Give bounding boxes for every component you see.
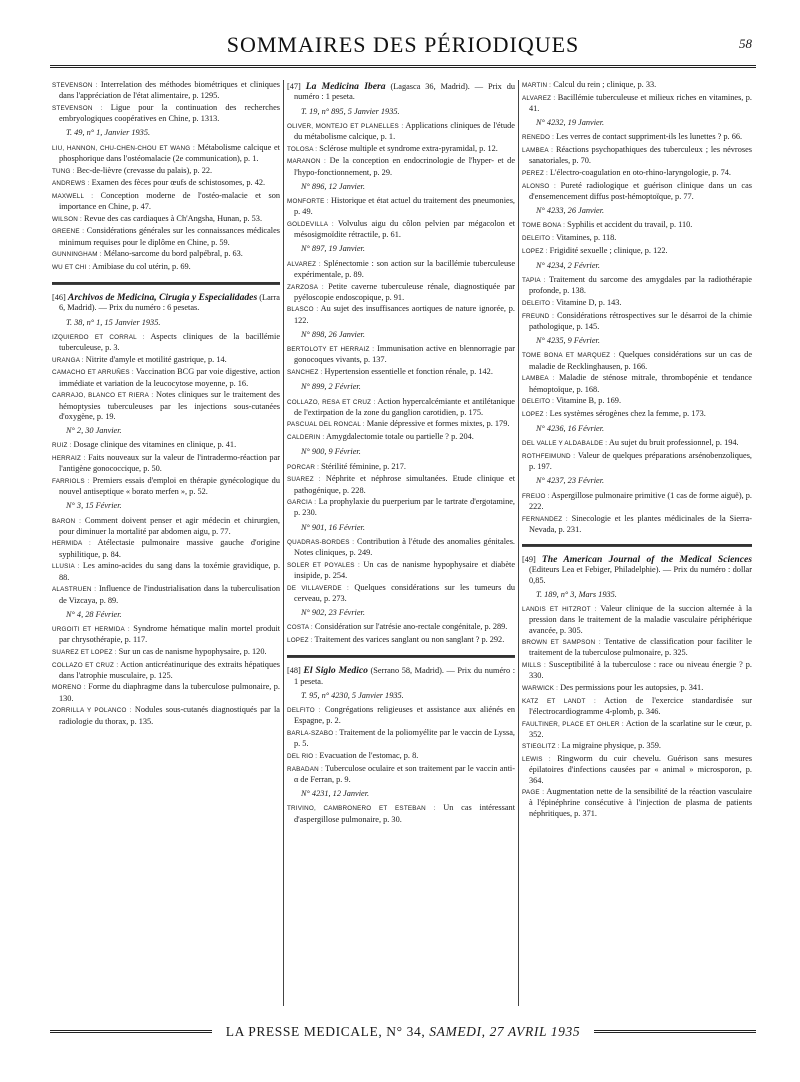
- article-entry: [522, 438, 752, 449]
- article-author: PEREZ :: [522, 169, 548, 177]
- article-author: TOME BONA :: [522, 222, 566, 230]
- article-entry: [522, 396, 752, 407]
- article-title: Considérations rétrospectives sur le désarroi de la chimie pathologique, p. 145.: [529, 310, 752, 331]
- article-entry: [287, 344, 515, 366]
- article-author: FARRIOLS :: [52, 477, 90, 485]
- article-title: Comment doivent penser et agir médecin et chirurgien, pour diminuer la mortalité par abdomen aigu, p. 77.: [59, 515, 280, 536]
- article-title: Les verres de contact suppriment-ils les lunettes ? p. 66.: [556, 132, 743, 142]
- article-title: Traitement du sarcome des amygdales par la radiothérapie profonde, p. 138.: [529, 275, 752, 296]
- article-author: LIU, HANNON, CHU-CHEN-CHOU ET WANG :: [52, 144, 195, 152]
- article-title: Tuberculose oculaire et son traitement par le vaccin anti-α de Ferran, p. 9.: [294, 763, 515, 784]
- issue-heading: N° 898, 26 Janvier.: [301, 329, 365, 339]
- article-title: L'électro-coagulation en oto-rhino-laryngologie, p. 74.: [549, 167, 731, 177]
- article-entry: [287, 497, 515, 519]
- article-author: BROWN ET SAMPSON :: [522, 639, 601, 647]
- article-title: Examen des fèces pour œufs de schistosomes, p. 42.: [91, 178, 266, 188]
- journal-name: La Medicina Ibera: [305, 81, 386, 92]
- article-entry: [287, 705, 515, 727]
- article-title: Susceptibilité à la tuberculose : race ou niveau énergie ? p. 330.: [529, 660, 752, 681]
- article-entry: [522, 604, 752, 636]
- article-entry: [52, 682, 280, 704]
- article-author: TAPIA :: [522, 277, 546, 285]
- article-entry: [287, 196, 515, 218]
- article-entry: [52, 332, 280, 354]
- article-title: Forme du diaphragme dans la tuberculose pulmonaire, p. 130.: [59, 682, 280, 703]
- article-title: Augmentation nette de la sensibilité de la réaction vasculaire à l'épinéphrine consécutive à l'injection de plasma de patients néphritiques, p. 371.: [529, 787, 752, 818]
- article-title: Syndrome hématique malin mortel produit par chrysothérapie, p. 117.: [59, 624, 280, 645]
- article-title: Quelques considérations sur un cas de maladie de Recklinghausen, p. 166.: [529, 350, 752, 371]
- article-entry: [52, 440, 280, 451]
- article-title: Notes cliniques sur le traitement des hémoptysies tuberculeuses par les injections sous-cutanées d'oxygène, p. 19.: [59, 390, 280, 421]
- article-author: TUNG :: [52, 167, 75, 175]
- article-entry: [287, 583, 515, 605]
- article-title: La migraine physique, p. 359.: [561, 741, 661, 751]
- article-author: RENEDO :: [522, 134, 555, 142]
- article-entry: [52, 249, 280, 260]
- article-title: Sinecologie et les plantes médicinales de la Sierra-Nevada, p. 231.: [529, 513, 752, 534]
- article-title: Pureté radiologique et guérison clinique dans un cas d'ensemencement diffus post-hémoptoïque, p. 77.: [529, 180, 752, 201]
- article-author: ZORRILLA Y POLANCO :: [52, 707, 132, 715]
- article-author: FAULTINER, PLACE ET OHLER :: [522, 720, 624, 728]
- article-title: Contribution à l'étude des anomalies génitales. Notes cliniques, p. 249.: [294, 536, 515, 558]
- issue-heading: N° 4234, 2 Février.: [536, 260, 600, 270]
- article-entry: [287, 419, 515, 430]
- article-author: COLLAZO, RESA ET CRUZ :: [287, 398, 376, 406]
- section-divider: [287, 655, 515, 658]
- article-title: Amibiase du col utérin, p. 69.: [92, 261, 191, 271]
- page-number: 58: [739, 36, 752, 51]
- article-entry: [287, 397, 515, 419]
- article-author: FERNANDEZ :: [522, 515, 568, 523]
- article-entry: [287, 751, 515, 762]
- article-title: Nodules sous-cutanés diagnostiqués par la radiologie du thorax, p. 135.: [59, 705, 280, 726]
- footer-rule: [50, 1030, 212, 1034]
- article-title: Action hypercalcémiante et antilétanique de l'extirpation de la zone du ganglion carotidien, p. 175.: [294, 396, 515, 417]
- section-divider: [52, 282, 280, 285]
- article-entry: [52, 262, 280, 273]
- issue-heading: N° 901, 16 Février.: [301, 522, 365, 532]
- article-entry: [522, 145, 752, 167]
- article-entry: [287, 156, 515, 178]
- article-entry: [522, 409, 752, 420]
- article-entry: [287, 728, 515, 750]
- article-title: Evacuation de l'estomac, p. 8.: [319, 750, 419, 760]
- article-title: Maladie de sténose mitrale, thrombopénie et tendance hémoptoïque, p. 168.: [529, 373, 752, 394]
- article-title: Valeur clinique de la succion alternée à la pression dans le traitement de la maladie vasculaire périphérique avancée, p. 305.: [529, 604, 752, 635]
- article-author: URGOITI ET HERMIDA :: [52, 626, 130, 633]
- article-author: GOLDEVILLA :: [287, 220, 334, 228]
- article-entry: [522, 246, 752, 257]
- article-title: Vitamine D, p. 143.: [556, 297, 622, 307]
- footer-rule: [594, 1030, 756, 1034]
- article-author: STEVENSON :: [52, 104, 103, 112]
- article-entry: [52, 476, 280, 498]
- article-author: IZQUIERDO ET CORRAL :: [52, 333, 145, 341]
- article-entry: [522, 275, 752, 297]
- article-entry: [522, 373, 752, 395]
- article-entry: [52, 103, 280, 125]
- journal-name: Archivos de Medicina, Cirugia y Especialidades: [67, 292, 258, 304]
- article-author: MORENO :: [52, 684, 86, 692]
- article-title: Les systèmes sérogènes chez la femme, p. 173.: [549, 408, 706, 418]
- article-title: Splénectomie : son action sur la bacillémie tuberculeuse expérimentale, p. 89.: [294, 258, 515, 279]
- article-author: LAMBEA :: [522, 147, 554, 155]
- article-title: Frigidité sexuelle ; clinique, p. 122.: [549, 245, 668, 255]
- article-title: Immunisation active en blennorragie par gonocoques vivants, p. 137.: [294, 344, 515, 365]
- article-entry: [52, 647, 280, 658]
- article-author: KATZ ET LANDT :: [522, 697, 596, 705]
- article-title: Bec-de-lièvre (crevasse du palais), p. 22.: [76, 165, 213, 175]
- article-entry: [287, 219, 515, 241]
- page-title: SOMMAIRES DES PÉRIODIQUES: [226, 32, 580, 57]
- article-author: CARRAJO, BLANCO ET RIERA :: [52, 392, 154, 400]
- article-title: Tentative de classification pour faciliter le traitement de la tuberculose pulmonaire, p. 325.: [529, 637, 752, 658]
- article-author: SUAREZ ET LOPEZ :: [52, 648, 117, 656]
- article-author: MAXWELL :: [52, 192, 94, 200]
- article-entry: [52, 214, 280, 225]
- article-title: Considération sur l'atrésie ano-rectale congénitale, p. 289.: [314, 622, 508, 632]
- issue-heading: T. 38, n° 1, 15 Janvier 1935.: [66, 317, 161, 327]
- article-entry: [287, 144, 515, 155]
- article-author: LANDIS ET HITZROT :: [522, 606, 597, 614]
- article-author: TRIVINO, CAMBRONERO ET ESTEBAN :: [287, 805, 436, 813]
- article-title: Manie dépressive et formes mixtes, p. 179.: [366, 419, 510, 429]
- footer-text-date: SAMEDI, 27 AVRIL 1935: [429, 1024, 581, 1039]
- article-author: BARON :: [52, 517, 82, 525]
- journal-name: The American Journal of the Medical Sciences: [541, 554, 752, 566]
- issue-heading: N° 897, 19 Janvier.: [301, 244, 365, 254]
- article-title: Conception moderne de l'ostéo-malacie et son importance en Chine, p. 47.: [59, 190, 280, 212]
- article-author: COLLAZO ET CRUZ :: [52, 661, 119, 669]
- article-title: Interrelation des méthodes biométriques et cliniques dans l'appréciation de l'état alimentaire, p. 1295.: [59, 80, 280, 101]
- article-entry: [522, 220, 752, 231]
- article-title: Syphilis et accident du travail, p. 110.: [567, 220, 693, 230]
- article-author: DELEITO :: [522, 398, 555, 406]
- article-entry: [52, 191, 280, 213]
- article-title: Vaccination BCG par voie digestive, action immédiate et variation de la leucocytose moyenne, p. 16.: [59, 367, 280, 388]
- article-author: MILLS :: [522, 662, 546, 670]
- article-title: Applications cliniques de l'étude du métabolisme calcique, p. 1.: [294, 120, 515, 141]
- article-author: MARTIN :: [522, 82, 552, 89]
- article-entry: [52, 143, 280, 165]
- article-entry: [287, 560, 515, 582]
- journal-number: [47]: [287, 82, 301, 91]
- page-footer: [50, 1020, 756, 1044]
- issue-heading: N° 902, 23 Février.: [301, 608, 365, 618]
- article-title: Ringworm du cuir chevelu. Guérison sans mesures épilatoires d'infections causées par « animal » microsporon, p. 364.: [529, 754, 752, 785]
- column-2: [287, 80, 515, 1008]
- article-entry: [522, 741, 752, 752]
- article-title: Influence de l'industrialisation dans la tuberculisation de Vizcaya, p. 89.: [59, 584, 280, 605]
- article-title: Action de l'exercice standardisée sur l'électrocardiogramme 4-plomb, p. 346.: [529, 695, 752, 716]
- article-author: ALVAREZ :: [287, 260, 321, 268]
- journal-heading: [522, 555, 752, 586]
- article-title: Action anticréatinurique des extraits hépatiques dans l'atrophie musculaire, p. 125.: [59, 659, 280, 680]
- article-author: GUNNINGHAM :: [52, 251, 102, 259]
- issue-heading: N° 3, 15 Février.: [66, 501, 122, 511]
- article-author: TOLOSA :: [287, 145, 318, 153]
- article-author: MARANON :: [287, 158, 327, 166]
- article-entry: [522, 451, 752, 473]
- article-title: Métabolisme calcique et phosphorique dans l'ostéomalacie (2e communication), p. 1.: [59, 142, 280, 163]
- article-entry: [52, 80, 280, 102]
- issue-heading: N° 4232, 19 Janvier.: [536, 118, 605, 128]
- article-author: WU ET CHI :: [52, 263, 91, 271]
- article-entry: [52, 355, 280, 366]
- article-title: Les amino-acides du sang dans la toxémie gravidique, p. 88.: [59, 561, 280, 582]
- page-header: [50, 26, 756, 68]
- article-title: Au sujet du bruit professionnel, p. 194.: [608, 438, 739, 448]
- article-entry: [52, 624, 280, 646]
- article-author: ALVAREZ :: [522, 94, 556, 102]
- article-author: DELEITO :: [522, 234, 555, 242]
- column-divider: [283, 80, 284, 1006]
- article-title: La prophylaxie du puerperium par le tartrate d'ergotamine, p. 230.: [294, 497, 515, 518]
- article-entry: [287, 304, 515, 326]
- article-author: OLIVER, MONTEJO ET PLANELLES :: [287, 122, 404, 130]
- article-title: Néphrite et néphrose simultanées. Etude clinique et pathogénique, p. 228.: [294, 474, 515, 495]
- article-entry: [522, 298, 752, 309]
- article-entry: [52, 516, 280, 538]
- article-author: TOME BONA ET MARQUEZ :: [522, 352, 616, 360]
- article-title: Ligue pour la continuation des recherches embryologiques coopératives en Chine, p. 1313.: [59, 102, 280, 124]
- article-title: Action de la scarlatine sur le cœur, p. 352.: [529, 718, 752, 739]
- article-entry: [522, 350, 752, 372]
- article-author: STEVENSON :: [52, 82, 98, 89]
- article-entry: [52, 226, 280, 248]
- article-entry: [522, 181, 752, 203]
- article-author: URANGA :: [52, 356, 84, 364]
- article-entry: [522, 311, 752, 333]
- article-author: PAGE :: [522, 789, 545, 797]
- article-title: Premiers essais d'emploi en thérapie gynécologique du nouvel antiseptique « borato merfen », p. 52.: [59, 475, 280, 497]
- article-title: Nitrite d'amyle et motilité gastrique, p. 14.: [85, 354, 227, 364]
- article-author: FREUND :: [522, 312, 555, 320]
- issue-heading: T. 49, n° 1, Janvier 1935.: [66, 128, 151, 138]
- journal-number: [49]: [522, 555, 536, 565]
- article-author: LOPEZ :: [287, 637, 313, 645]
- article-entry: [287, 764, 515, 786]
- article-entry: [52, 166, 280, 177]
- journal-name: El Siglo Medico: [303, 665, 368, 677]
- article-entry: [52, 538, 280, 560]
- issue-heading: T. 19, n° 895, 5 Janvier 1935.: [301, 106, 400, 116]
- article-title: Quelques considérations sur les tumeurs du cerveau, p. 273.: [294, 582, 515, 603]
- article-title: Considérations générales sur les connaissances médicales minimum requises pour le diplôme en Chine, p. 59.: [59, 226, 280, 247]
- article-author: BLASCO :: [287, 306, 319, 314]
- article-entry: [522, 696, 752, 718]
- article-author: PORCAR :: [287, 463, 320, 471]
- article-entry: [522, 233, 752, 244]
- issue-heading: N° 896, 12 Janvier.: [301, 181, 365, 191]
- article-title: Réactions psychopathiques des tuberculeux ; les névroses sanatoriales, p. 70.: [529, 145, 752, 166]
- article-title: Bacillémie tuberculeuse et milieux riches en vitamines, p. 41.: [529, 92, 752, 113]
- article-author: SANCHEZ :: [287, 369, 323, 377]
- footer-text-main: LA PRESSE MEDICALE, N° 34,: [225, 1024, 430, 1039]
- article-title: Aspergillose pulmonaire primitive (1 cas de forme aiguë), p. 222.: [529, 490, 752, 511]
- article-title: Valeur de quelques préparations arsénobenzoliques, p. 197.: [529, 450, 752, 472]
- article-entry: [522, 683, 752, 694]
- article-entry: [287, 432, 515, 443]
- journal-info: (Editeurs Lea et Febiger, Philadelphie). — Prix du numéro : dollar 0,85.: [529, 565, 752, 585]
- article-entry: [287, 635, 515, 646]
- column-divider: [518, 80, 519, 1006]
- footer-text: [212, 1024, 594, 1040]
- article-title: Vitamines, p. 118.: [556, 232, 617, 242]
- article-author: LEWIS :: [522, 756, 551, 764]
- article-title: Des permissions pour les autopsies, p. 341.: [560, 683, 704, 692]
- article-title: Stérilité féminine, p. 217.: [321, 461, 406, 471]
- issue-heading: T. 189, n° 3, Mars 1935.: [536, 589, 617, 599]
- issue-heading: T. 95, n° 4230, 5 Janvier 1935.: [301, 690, 404, 700]
- article-title: Amygdalectomie totale ou partielle ? p. 204.: [325, 432, 474, 442]
- issue-heading: N° 899, 2 Février.: [301, 382, 361, 392]
- journal-number: [48]: [287, 666, 301, 676]
- article-entry: [52, 453, 280, 475]
- journal-info: (Larra 6, Madrid). — Prix du numéro : 6 pesetas.: [59, 293, 280, 313]
- article-author: MONFORTE :: [287, 198, 329, 206]
- article-author: LOPEZ :: [522, 247, 548, 255]
- article-entry: [287, 537, 515, 559]
- article-entry: [287, 474, 515, 496]
- article-entry: [522, 660, 752, 682]
- article-entry: [522, 514, 752, 536]
- article-author: RABADAN :: [287, 765, 323, 773]
- article-entry: [52, 367, 280, 389]
- article-title: Traitement de la poliomyélite par le vaccin de Lyssa, p. 5.: [294, 727, 515, 749]
- article-entry: [522, 719, 752, 741]
- article-author: PASCUAL DEL RONCAL :: [287, 421, 365, 429]
- journal-info: (Lagasca 36, Madrid). — Prix du numéro : 1 peseta.: [294, 82, 515, 102]
- article-title: Sur un cas de nanisme hypophysaire, p. 120.: [118, 646, 267, 656]
- article-author: CAMACHO ET ARRUÑES :: [52, 369, 134, 377]
- article-author: WILSON :: [52, 215, 82, 223]
- article-author: DE VILLAVERDE :: [287, 584, 350, 592]
- article-entry: [287, 367, 515, 378]
- article-entry: [52, 705, 280, 727]
- journal-heading: [287, 82, 515, 103]
- column-1: [52, 80, 280, 1008]
- article-title: Calcul du rein ; clinique, p. 33.: [553, 80, 657, 89]
- article-author: CALDERIN :: [287, 434, 325, 442]
- article-entry: [287, 282, 515, 304]
- article-title: Dosage clinique des vitamines en clinique, p. 41.: [73, 440, 237, 450]
- article-title: De la conception en endocrinologie de l'hyper- et de l'hypo-fonctionnement, p. 29.: [294, 156, 515, 177]
- issue-heading: N° 2, 30 Janvier.: [66, 426, 122, 436]
- article-author: ROTHFEIMUND :: [522, 452, 576, 460]
- issue-heading: N° 4235, 9 Février.: [536, 336, 600, 346]
- article-author: LOPEZ :: [522, 410, 548, 418]
- issue-heading: N° 4, 28 Février.: [66, 609, 122, 619]
- article-entry: [522, 168, 752, 179]
- journal-info: (Serrano 58, Madrid). — Prix du numéro : 1 peseta.: [294, 666, 515, 686]
- article-author: DEL VALLE Y ALDABALDE :: [522, 440, 608, 448]
- issue-heading: N° 4233, 26 Janvier.: [536, 206, 605, 216]
- article-entry: [287, 121, 515, 143]
- article-title: Congrégations religieuses et assistance aux aliénés en Espagne, p. 2.: [294, 705, 515, 726]
- article-author: DEL RIO :: [287, 752, 318, 760]
- article-title: Au sujet des insuffisances aortiques de nature ignorée, p. 122.: [294, 304, 515, 325]
- article-entry: [522, 80, 752, 91]
- article-title: Petite caverne tuberculeuse rénale, diagnostiquée par pyéloscopie endoscopique, p. 91.: [294, 281, 515, 302]
- article-author: QUADRAS-BORDES :: [287, 538, 355, 546]
- article-title: Hypertension essentielle et fonction rénale, p. 142.: [324, 367, 493, 377]
- issue-heading: N° 900, 9 Février.: [301, 447, 361, 457]
- article-author: ALONSO :: [522, 182, 556, 190]
- article-author: WARWICK :: [522, 685, 559, 692]
- article-author: STIEGLITZ :: [522, 743, 560, 751]
- article-author: BERTOLOTY ET HERRAIZ :: [287, 346, 375, 354]
- article-entry: [52, 584, 280, 606]
- article-author: ZARZOSA :: [287, 283, 324, 291]
- article-title: Un cas de nanisme hypophysaire et diabète insipide, p. 254.: [294, 559, 515, 581]
- article-title: Vitamine B, p. 169.: [556, 396, 622, 406]
- article-entry: [287, 803, 515, 825]
- article-author: RUIZ :: [52, 442, 72, 450]
- journal-heading: [52, 293, 280, 314]
- journal-heading: [287, 666, 515, 687]
- column-3: [522, 80, 752, 1008]
- article-entry: [522, 754, 752, 786]
- article-author: LLUSIA :: [52, 563, 80, 571]
- article-author: BARLA-SZABO :: [287, 729, 338, 737]
- article-entry: [287, 622, 515, 633]
- article-author: LAMBEA :: [522, 375, 555, 383]
- article-author: GREENE :: [52, 228, 85, 236]
- article-title: Mélano-sarcome du bord palpébral, p. 63.: [103, 249, 243, 259]
- article-author: HERMIDA :: [52, 540, 91, 548]
- article-title: Faits nouveaux sur la valeur de l'intradermo-réaction par l'antigène gonococcique, p. 50.: [59, 452, 280, 474]
- article-entry: [522, 132, 752, 143]
- article-author: SUAREZ :: [287, 476, 321, 484]
- article-entry: [522, 491, 752, 513]
- article-entry: [522, 637, 752, 659]
- article-author: ANDREWS :: [52, 180, 90, 188]
- article-author: GARCIA :: [287, 499, 317, 507]
- article-entry: [522, 93, 752, 115]
- article-title: Traitement des varices sanglant ou non sanglant ? p. 292.: [314, 635, 505, 645]
- article-title: Historique et état actuel du traitement des pneumonies, p. 49.: [294, 196, 515, 217]
- article-entry: [52, 178, 280, 189]
- article-title: Sclérose multiple et syndrome extra-pyramidal, p. 12.: [319, 143, 498, 153]
- article-author: ALASTRUEN :: [52, 586, 97, 594]
- section-divider: [522, 544, 752, 547]
- article-author: DELEITO :: [522, 299, 555, 307]
- issue-heading: N° 4236, 16 Février.: [536, 424, 605, 434]
- article-entry: [287, 462, 515, 473]
- article-title: Un cas intéressant d'aspergillose pulmonaire, p. 30.: [294, 803, 515, 824]
- article-author: FREIJO :: [522, 492, 550, 500]
- article-author: DELFITO :: [287, 707, 321, 715]
- article-title: Atélectasie pulmonaire massive gauche d'origine syphilitique, p. 84.: [59, 538, 280, 559]
- article-title: Revue des cas cardiaques à Ch'Angsha, Hunan, p. 53.: [84, 213, 263, 223]
- journal-number: [46]: [52, 293, 66, 303]
- article-entry: [52, 660, 280, 682]
- article-entry: [287, 259, 515, 281]
- article-title: Volvulus aigu du côlon pelvien par mégacolon et mésosigmoïdite rétractile, p. 61.: [294, 218, 515, 240]
- article-author: SOLER ET POYALES :: [287, 561, 360, 569]
- issue-heading: N° 4231, 12 Janvier.: [301, 789, 370, 798]
- article-title: Aspects cliniques de la bacillémie tuberculeuse, p. 3.: [59, 331, 280, 353]
- issue-heading: N° 4237, 23 Février.: [536, 476, 605, 486]
- article-entry: [52, 390, 280, 422]
- article-author: HERRAIZ :: [52, 454, 86, 462]
- article-author: COSTA :: [287, 624, 313, 632]
- article-entry: [52, 561, 280, 583]
- article-entry: [522, 787, 752, 819]
